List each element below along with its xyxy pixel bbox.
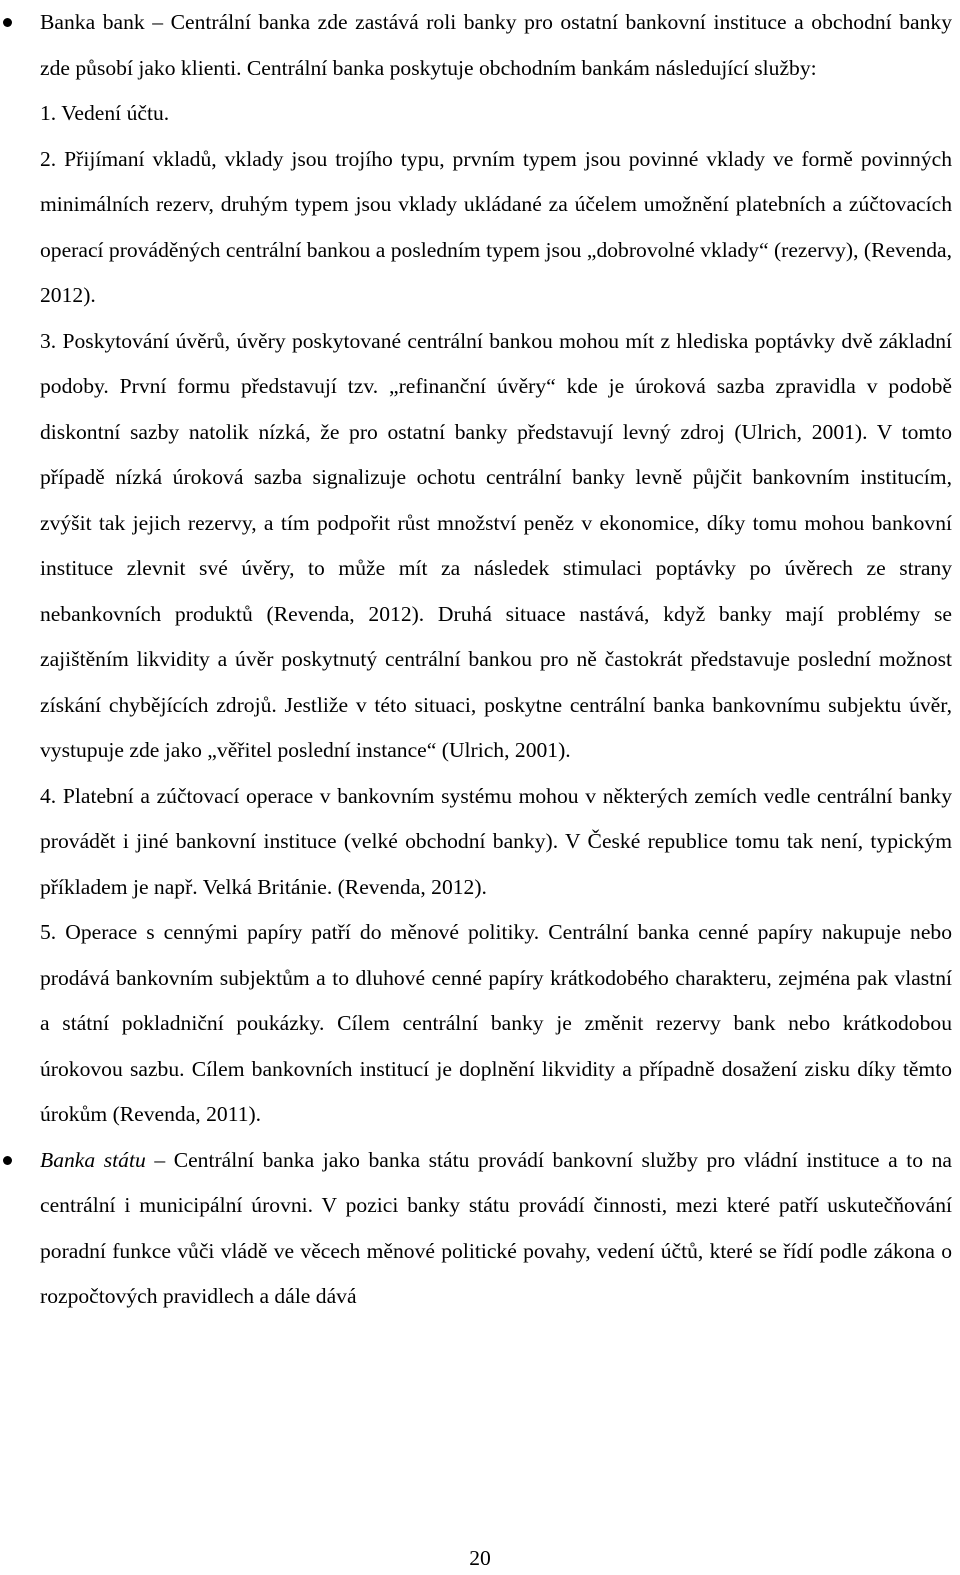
bullet-intro-text: Banka bank – Centrální banka zde zastává roli banky pro ostatní bankovní instituce a obchodní banky zde působí jako klienti. Centrální banka poskytuje obchodním bankám následující služby: bbox=[40, 10, 952, 80]
bullet-icon bbox=[3, 1156, 12, 1165]
numbered-item-1: 1. Vedení účtu. bbox=[40, 101, 170, 125]
bullet-term: Banka státu bbox=[40, 1147, 146, 1172]
bullet-state-paragraph bbox=[40, 1138, 952, 1320]
bullet-bank-of-state bbox=[40, 1138, 952, 1320]
numbered-item-2: 2. Přijímaní vkladů, vklady jsou trojího typu, prvním typem jsou povinné vklady ve formě povinných minimálních rezerv, druhým typem jsou vklady ukládané za účelem umožnění platebních a zúčtovacích operací prováděných centrální bankou a posledním typem jsou „dobrovolné vklady“ (rezervy), (Revenda, 2012). bbox=[40, 146, 953, 307]
bullet-icon bbox=[3, 18, 12, 27]
page-number: 20 bbox=[469, 1546, 491, 1570]
bullet-bank-of-banks bbox=[40, 0, 952, 1138]
bullet-state-text: – Centrální banka jako banka státu provádí bankovní služby pro vládní instituce a to na centrální i municipální úrovni. V pozici banky státu provádí činnosti, mezi které patří uskutečňování poradní funkce vůči vládě ve věcech měnové politické povahy, vedení účtů, které se řídí podle zákona o rozpočtových pravidlech a dále dává bbox=[40, 1147, 952, 1308]
numbered-item-4: 4. Platební a zúčtovací operace v bankovním systému mohou v některých zemích vedle centrální banky provádět i jiné bankovní instituce (velké obchodní banky). V České republice tomu tak není, typickým příkladem je např. Velká Británie. (Revenda, 2012). bbox=[40, 783, 952, 899]
document-body bbox=[40, 0, 952, 1320]
numbered-item-5: 5. Operace s cennými papíry patří do měnové politiky. Centrální banka cenné papíry nakupuje nebo prodává bankovním subjektům a to dluhové cenné papíry krátkodobého charakteru, zejména pak vlastní a státní pokladniční poukázky. Cílem centrální banky je změnit rezervy bank nebo krátkodobou úrokovou sazbu. Cílem bankovních institucí je doplnění likvidity a případně dosažení zisku díky těmto úrokům (Revenda, 2011). bbox=[40, 920, 952, 1126]
numbered-item-3: 3. Poskytování úvěrů, úvěry poskytované centrální bankou mohou mít z hlediska poptávky dvě základní podoby. První formu představují tzv. „refinanční úvěry“ kde je úroková sazba zpravidla v podobě diskontní sazby natolik nízká, že pro ostatní banky představují levný zdroj (Ulrich, 2001). V tomto případě nízká úroková sazba signalizuje ochotu centrální banky levně půjčit bankovním institucím, zvýšit tak jejich rezervy, a tím podpořit růst množství peněz v ekonomice, díky tomu mohou bankovní instituce zlevnit své úvěry, to může mít za následek stimulaci poptávky po úvěrech ze strany nebankovních produktů (Revenda, 2012). Druhá situace nastává, když banky mají problémy se zajištěním likvidity a úvěr poskytnutý centrální bankou pro ně častokrát představuje poslední možnost získání chybějících zdrojů. Jestliže v této situaci, poskytne centrální banka bankovnímu subjektu úvěr, vystupuje zde jako „věřitel poslední instance“ (Ulrich, 2001). bbox=[40, 328, 952, 762]
